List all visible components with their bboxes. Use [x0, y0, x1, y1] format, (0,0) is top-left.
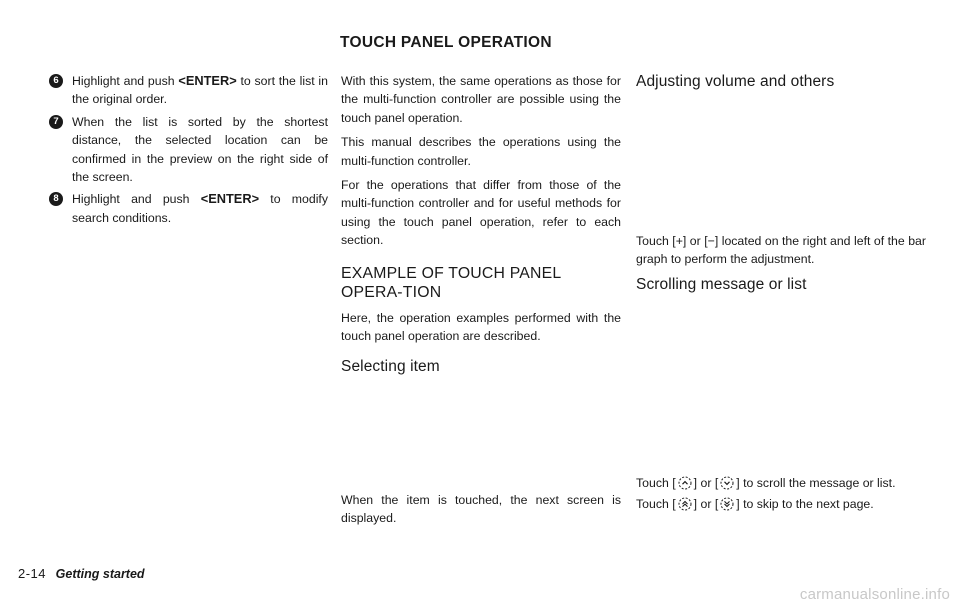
- scroll-down-icon: [720, 476, 734, 490]
- step-number-badge: 8: [49, 192, 63, 206]
- paragraph: Here, the operation examples performed with the touch panel operation are described.: [341, 310, 621, 344]
- subsection-heading: Selecting item: [341, 358, 440, 376]
- left-column: [48, 72, 328, 231]
- middle-column: [341, 72, 621, 376]
- subsection-heading: Adjusting volume and others: [636, 73, 835, 90]
- section-title: TOUCH PANEL OPERATION: [340, 34, 552, 51]
- enter-key-label: <ENTER>: [200, 191, 260, 207]
- list-item: 8 Highlight and push <ENTER> to modify search conditions.: [48, 190, 328, 227]
- list-item: 7 When the list is sorted by the shortest distance, the selected location can be confirmed in the preview on the right side of the screen.: [48, 113, 328, 187]
- page-up-icon: [678, 497, 692, 511]
- list-item: 6 Highlight and push <ENTER> to sort the list in the original order.: [48, 72, 328, 109]
- scroll-up-icon: [678, 476, 692, 490]
- subsection-heading: Scrolling message or list: [636, 276, 807, 293]
- skip-instruction: Touch [ ] or [ ] to skip to the next page.: [636, 497, 874, 511]
- chapter-title: Getting started: [55, 567, 145, 581]
- watermark: carmanualsonline.info: [799, 586, 950, 603]
- paragraph: For the operations that differ from those of the multi-function controller and for useful methods for using the touch panel operation, refer to each section.: [341, 178, 621, 248]
- step-number-badge: 6: [49, 74, 63, 88]
- step-number-badge: 7: [49, 115, 63, 129]
- paragraph: Touch [+] or [−] located on the right and left of the bar graph to perform the adjustment.: [636, 234, 926, 267]
- right-column: [636, 72, 926, 91]
- page-footer: [18, 566, 145, 581]
- page-down-icon: [720, 497, 734, 511]
- paragraph: When the item is touched, the next screen is displayed.: [341, 493, 621, 526]
- enter-key-label: <ENTER>: [178, 73, 237, 88]
- scroll-instruction: Touch [ ] or [ ] to scroll the message or list.: [636, 476, 896, 490]
- section-heading: EXAMPLE OF TOUCH PANEL OPERA-TION: [341, 264, 561, 301]
- page-number: 2-14: [18, 566, 47, 581]
- paragraph: With this system, the same operations as those for the multi-function controller are possible using the touch panel operation.: [341, 74, 621, 125]
- paragraph: This manual describes the operations using the multi-function controller.: [341, 135, 621, 168]
